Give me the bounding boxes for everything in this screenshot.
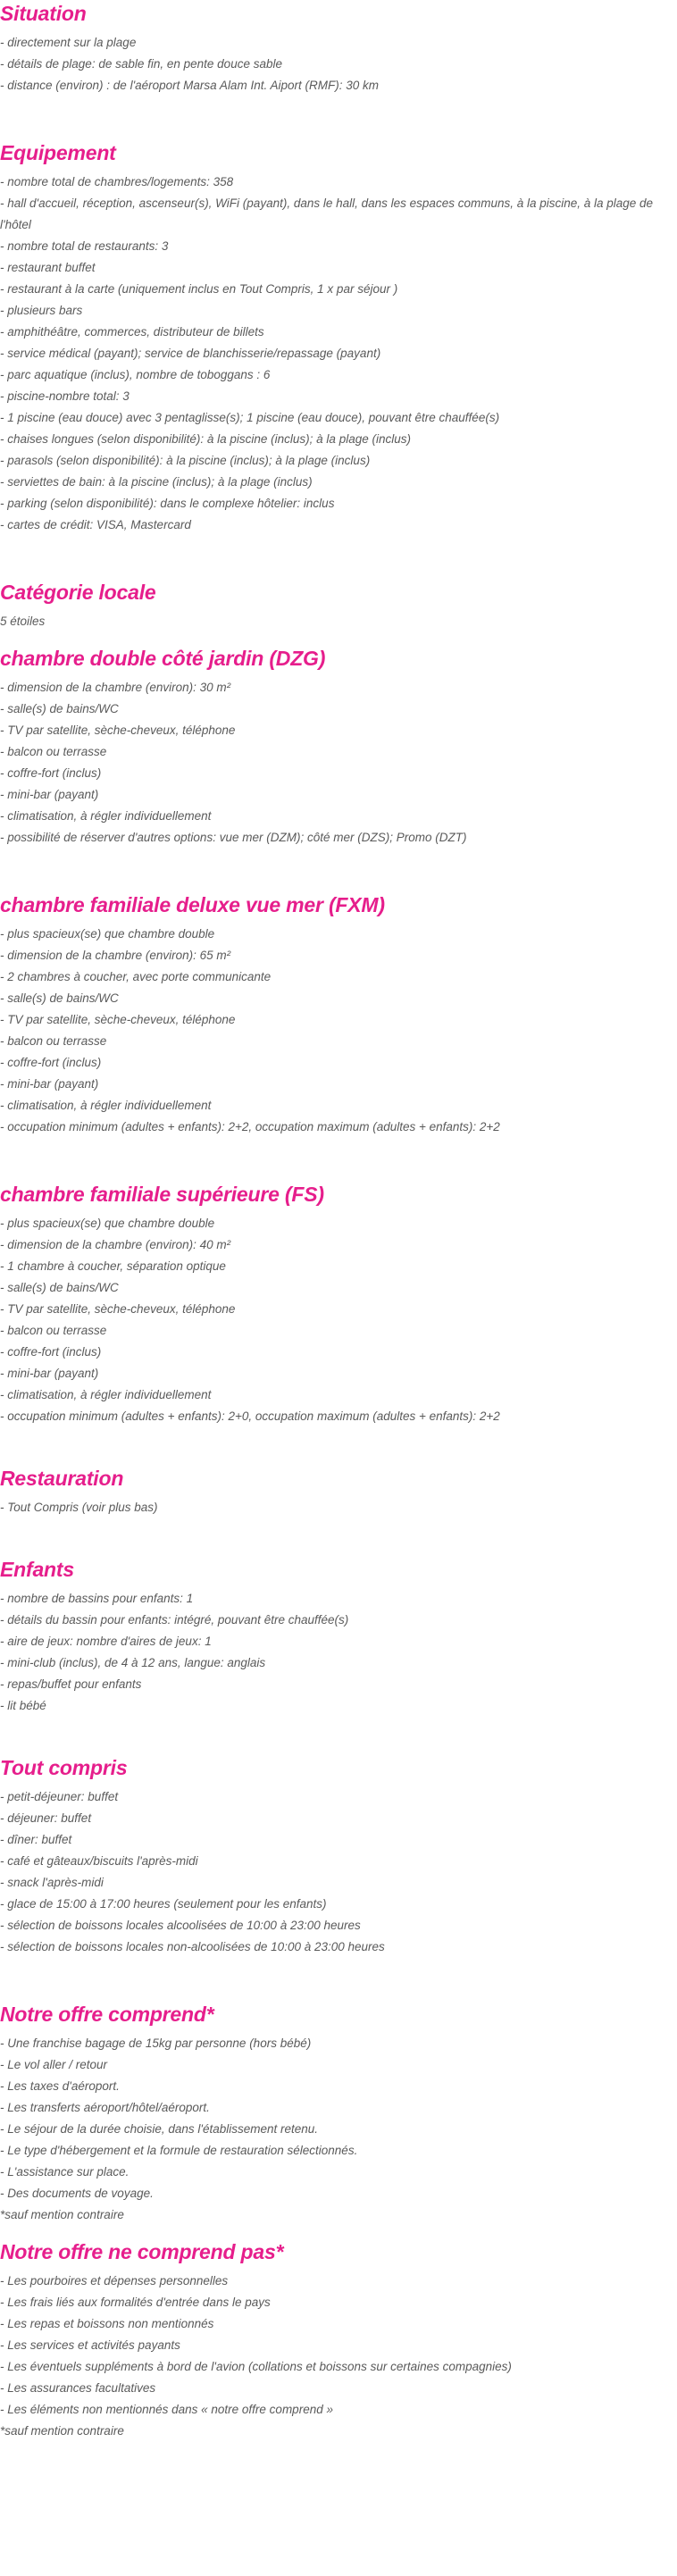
spacer: [0, 1958, 677, 2001]
section-title: Tout compris: [0, 1756, 128, 1779]
list-item: - serviettes de bain: à la piscine (inclus); à la plage (inclus): [0, 475, 313, 489]
list-item: - parking (selon disponibilité): dans le complexe hôtelier: inclus: [0, 497, 335, 510]
list-item: - 1 chambre à coucher, séparation optique: [0, 1259, 226, 1273]
list-item: - Les pourboires et dépenses personnelles: [0, 2274, 229, 2287]
list-item: - sélection de boissons locales non-alcoolisées de 10:00 à 23:00 heures: [0, 1940, 385, 1953]
list-item: - piscine-nombre total: 3: [0, 389, 130, 403]
list-item: 5 étoiles: [0, 615, 46, 628]
list-item: - service médical (payant); service de blanchisserie/repassage (payant): [0, 347, 381, 360]
list-item: - restaurant à la carte (uniquement inclus en Tout Compris, 1 x par séjour ): [0, 282, 398, 296]
section-title: chambre familiale deluxe vue mer (FXM): [0, 893, 385, 916]
list-item: - parc aquatique (inclus), nombre de toboggans : 6: [0, 368, 271, 381]
spacer: [0, 2226, 677, 2238]
spacer: [0, 536, 677, 579]
section-title: Equipement: [0, 141, 116, 164]
list-item: - TV par satellite, sèche-cheveux, téléphone: [0, 1013, 236, 1026]
list-item: - petit-déjeuner: buffet: [0, 1790, 119, 1803]
section-title: Situation: [0, 2, 87, 25]
section-tout-compris: [0, 1754, 677, 1958]
list-item: - détails de plage: de sable fin, en pente douce sable: [0, 57, 282, 71]
list-item: - L'assistance sur place.: [0, 2165, 130, 2179]
list-item: - coffre-fort (inclus): [0, 1345, 102, 1359]
section-lines: [0, 1588, 677, 1717]
list-item: - Les services et activités payants: [0, 2338, 180, 2352]
list-item: - climatisation, à régler individuellement: [0, 809, 212, 823]
list-item: - 2 chambres à coucher, avec porte communicante: [0, 970, 272, 983]
list-item: - Les taxes d'aéroport.: [0, 2079, 120, 2093]
list-item: - dimension de la chambre (environ): 65 m²: [0, 949, 231, 962]
section-lines: [0, 1213, 677, 1427]
section-title: chambre familiale supérieure (FS): [0, 1183, 324, 1206]
list-item: - café et gâteaux/biscuits l'après-midi: [0, 1854, 198, 1868]
list-item: - dimension de la chambre (environ): 40 m²: [0, 1238, 231, 1251]
section-categorie-locale: [0, 579, 677, 632]
spacer: [0, 632, 677, 645]
list-item: - chaises longues (selon disponibilité): à la piscine (inclus); à la plage (inclus): [0, 432, 411, 446]
list-item: - Les repas et boissons non mentionnés: [0, 2317, 214, 2330]
list-item: *sauf mention contraire: [0, 2208, 124, 2221]
list-item: *sauf mention contraire: [0, 2424, 124, 2438]
list-item: - climatisation, à régler individuellement: [0, 1099, 212, 1112]
list-item: - hall d'accueil, réception, ascenseur(s), WiFi (payant), dans le hall, dans les espaces communs, à la piscine, à la plage de l'hôtel: [0, 197, 654, 231]
section-lines: [0, 32, 677, 96]
section-chambre-dzg: [0, 645, 677, 849]
list-item: - glace de 15:00 à 17:00 heures (seulement pour les enfants): [0, 1897, 327, 1911]
spacer: [0, 96, 677, 139]
list-item: - distance (environ) : de l'aéroport Marsa Alam Int. Aiport (RMF): 30 km: [0, 79, 379, 92]
list-item: - Les éléments non mentionnés dans « notre offre comprend »: [0, 2403, 333, 2416]
list-item: - Les frais liés aux formalités d'entrée dans le pays: [0, 2296, 271, 2309]
section-title: chambre double côté jardin (DZG): [0, 647, 326, 670]
list-item: - Le vol aller / retour: [0, 2058, 108, 2071]
list-item: - Les assurances facultatives: [0, 2381, 156, 2395]
list-item: - aire de jeux: nombre d'aires de jeux: 1: [0, 1635, 212, 1648]
section-lines: [0, 924, 677, 1138]
section-restauration: [0, 1465, 677, 1518]
list-item: - repas/buffet pour enfants: [0, 1677, 142, 1691]
list-item: - dîner: buffet: [0, 1833, 72, 1846]
list-item: - Tout Compris (voir plus bas): [0, 1501, 158, 1514]
section-chambre-fxm: [0, 891, 677, 1138]
list-item: - TV par satellite, sèche-cheveux, téléphone: [0, 723, 236, 737]
list-item: - salle(s) de bains/WC: [0, 702, 119, 715]
list-item: - déjeuner: buffet: [0, 1811, 92, 1825]
section-title: Restauration: [0, 1467, 124, 1490]
list-item: - Le type d'hébergement et la formule de restauration sélectionnés.: [0, 2144, 358, 2157]
list-item: - mini-bar (payant): [0, 1367, 99, 1380]
list-item: - snack l'après-midi: [0, 1876, 104, 1889]
list-item: - mini-bar (payant): [0, 788, 99, 801]
list-item: - plusieurs bars: [0, 304, 83, 317]
list-item: - plus spacieux(se) que chambre double: [0, 1217, 215, 1230]
section-offre-comprend: [0, 2001, 677, 2226]
section-lines: [0, 2033, 677, 2226]
list-item: - parasols (selon disponibilité): à la piscine (inclus); à la plage (inclus): [0, 454, 371, 467]
list-item: - Une franchise bagage de 15kg par personne (hors bébé): [0, 2037, 312, 2050]
list-item: - Les transferts aéroport/hôtel/aéroport.: [0, 2101, 210, 2114]
section-situation: [0, 0, 677, 96]
list-item: - nombre total de chambres/logements: 358: [0, 175, 234, 188]
list-item: - mini-club (inclus), de 4 à 12 ans, langue: anglais: [0, 1656, 266, 1669]
spacer: [0, 1717, 677, 1754]
section-lines: [0, 611, 677, 632]
list-item: - Des documents de voyage.: [0, 2187, 154, 2200]
section-equipement: [0, 139, 677, 536]
list-item: - Les éventuels suppléments à bord de l'avion (collations et boissons sur certaines compagnies): [0, 2360, 512, 2373]
list-item: - sélection de boissons locales alcoolisées de 10:00 à 23:00 heures: [0, 1919, 361, 1932]
list-item: - TV par satellite, sèche-cheveux, téléphone: [0, 1302, 236, 1316]
section-lines: [0, 2271, 677, 2442]
list-item: - possibilité de réserver d'autres options: vue mer (DZM); côté mer (DZS); Promo (DZT): [0, 831, 467, 844]
list-item: - climatisation, à régler individuellement: [0, 1388, 212, 1401]
list-item: - salle(s) de bains/WC: [0, 991, 119, 1005]
list-item: - balcon ou terrasse: [0, 1034, 107, 1048]
list-item: - coffre-fort (inclus): [0, 766, 102, 780]
list-item: - coffre-fort (inclus): [0, 1056, 102, 1069]
section-title: Notre offre comprend*: [0, 2003, 214, 2026]
section-title: Enfants: [0, 1558, 74, 1581]
list-item: - nombre de bassins pour enfants: 1: [0, 1592, 194, 1605]
section-enfants: [0, 1556, 677, 1717]
section-offre-ne-comprend-pas: [0, 2238, 677, 2442]
spacer: [0, 1427, 677, 1465]
list-item: - nombre total de restaurants: 3: [0, 239, 169, 253]
list-item: - cartes de crédit: VISA, Mastercard: [0, 518, 191, 531]
spacer: [0, 849, 677, 891]
section-lines: [0, 1786, 677, 1958]
list-item: - balcon ou terrasse: [0, 745, 107, 758]
list-item: - directement sur la plage: [0, 36, 137, 49]
list-item: - balcon ou terrasse: [0, 1324, 107, 1337]
list-item: - amphithéâtre, commerces, distributeur de billets: [0, 325, 264, 339]
list-item: - lit bébé: [0, 1699, 46, 1712]
section-title: Notre offre ne comprend pas*: [0, 2240, 284, 2263]
list-item: - dimension de la chambre (environ): 30 m²: [0, 681, 231, 694]
section-lines: [0, 677, 677, 849]
section-lines: [0, 171, 677, 536]
list-item: - 1 piscine (eau douce) avec 3 pentaglisse(s); 1 piscine (eau douce), pouvant être chauffée(s): [0, 411, 500, 424]
spacer: [0, 1518, 677, 1556]
list-item: - restaurant buffet: [0, 261, 96, 274]
list-item: - occupation minimum (adultes + enfants): 2+0, occupation maximum (adultes + enfants): 2+2: [0, 1409, 500, 1423]
section-lines: [0, 1497, 677, 1518]
list-item: - détails du bassin pour enfants: intégré, pouvant être chauffée(s): [0, 1613, 349, 1627]
list-item: - Le séjour de la durée choisie, dans l'établissement retenu.: [0, 2122, 319, 2136]
list-item: - mini-bar (payant): [0, 1077, 99, 1091]
list-item: - salle(s) de bains/WC: [0, 1281, 119, 1294]
list-item: - plus spacieux(se) que chambre double: [0, 927, 215, 941]
section-chambre-fs: [0, 1181, 677, 1427]
list-item: - occupation minimum (adultes + enfants): 2+2, occupation maximum (adultes + enfants): 2+2: [0, 1120, 500, 1133]
spacer: [0, 1138, 677, 1181]
section-title: Catégorie locale: [0, 581, 156, 604]
